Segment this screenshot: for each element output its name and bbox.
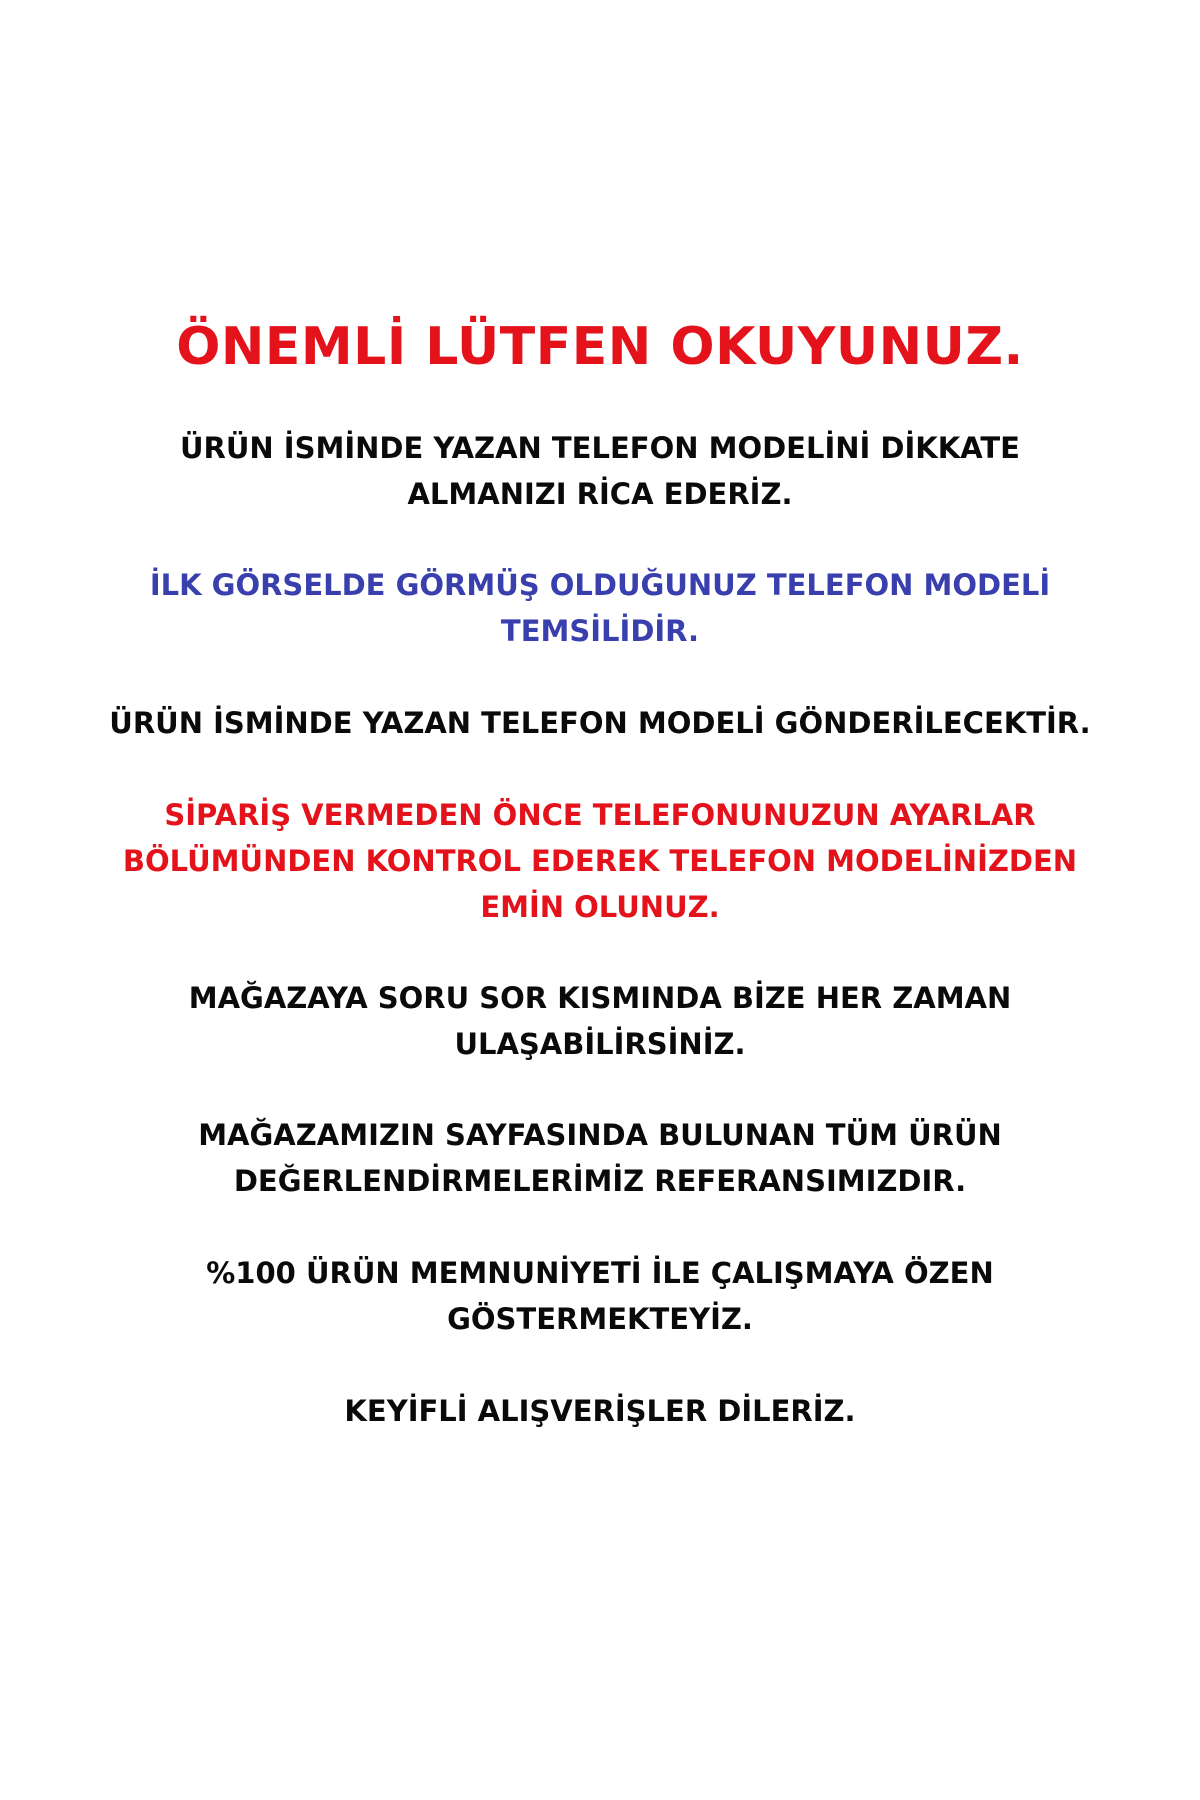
notice-line: ÜRÜN İSMİNDE YAZAN TELEFON MODELİNİ DİKKATE [180,431,1020,465]
notice-paragraph-contact-store [40,975,1160,1067]
notice-line: ALMANIZI RİCA EDERİZ. [407,477,793,511]
notice-line: %100 ÜRÜN MEMNUNİYETİ İLE ÇALIŞMAYA ÖZEN [206,1256,994,1290]
notice-line: ÜRÜN İSMİNDE YAZAN TELEFON MODELİ GÖNDERİLECEKTİR. [109,706,1091,740]
notice-line: MAĞAZAMIZIN SAYFASINDA BULUNAN TÜM ÜRÜN [198,1118,1002,1152]
notice-paragraph-satisfaction [40,1250,1160,1342]
notice-paragraph-reviews-reference [40,1112,1160,1204]
notice-paragraph-representative-image [40,562,1160,654]
notice-line: SİPARİŞ VERMEDEN ÖNCE TELEFONUNUZUN AYARLAR [164,798,1036,832]
notice-line: TEMSİLİDİR. [500,614,700,648]
notice-line: EMİN OLUNUZ. [480,890,720,924]
notice-line: DEĞERLENDİRMELERİMİZ REFERANSIMIZDIR. [233,1164,967,1198]
notice-paragraph-check-settings [40,792,1160,930]
notice-paragraph-model-attention [40,425,1160,517]
notice-line: GÖSTERMEKTEYİZ. [447,1302,753,1336]
notice-title: ÖNEMLİ LÜTFEN OKUYUNUZ. [176,317,1024,377]
notice-paragraph-model-shipped [40,700,1160,746]
notice-line: İLK GÖRSELDE GÖRMÜŞ OLDUĞUNUZ TELEFON MODELİ [149,568,1051,602]
notice-line: ULAŞABİLİRSİNİZ. [454,1027,746,1061]
notice-line: KEYİFLİ ALIŞVERİŞLER DİLERİZ. [344,1394,856,1428]
notice-line: BÖLÜMÜNDEN KONTROL EDEREK TELEFON MODELİNİZDEN [122,844,1078,878]
notice-paragraph-closing [40,1388,1160,1434]
notice-line: MAĞAZAYA SORU SOR KISMINDA BİZE HER ZAMAN [188,981,1012,1015]
